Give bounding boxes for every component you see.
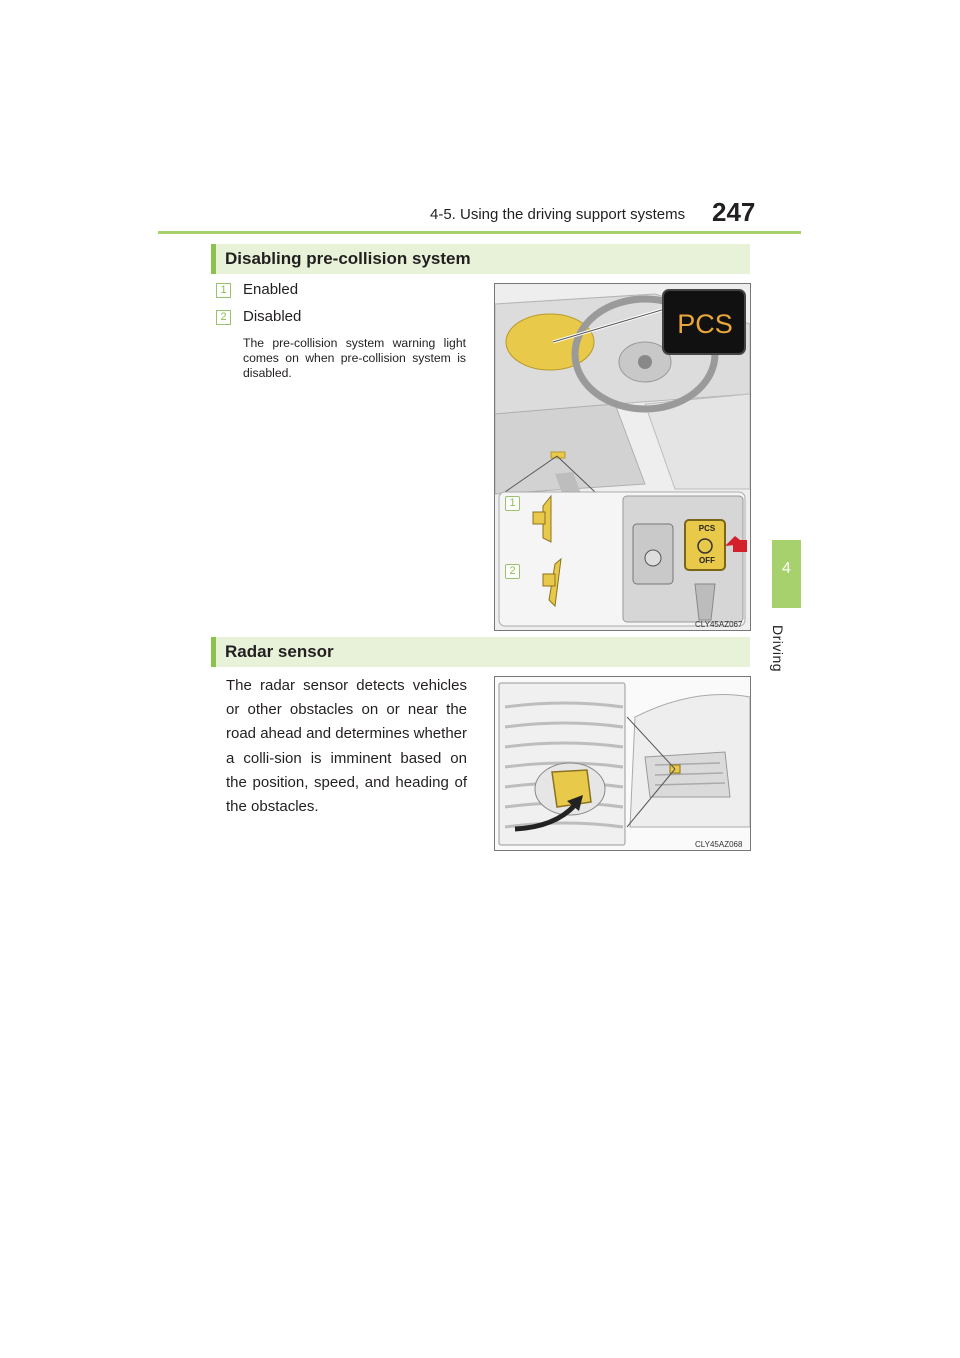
section-heading-text: Disabling pre-collision system <box>225 249 471 268</box>
warning-light-note: The pre-collision system warning light comes on when pre-collision system is disabled. <box>243 336 466 380</box>
section-heading-text: Radar sensor <box>225 642 334 661</box>
section-heading-disabling <box>211 244 750 274</box>
section-heading-radar <box>211 637 750 667</box>
front-grille-illustration <box>495 677 750 850</box>
page-number: 247 <box>712 197 756 227</box>
switch-label-off: OFF <box>699 556 715 565</box>
switch-label-pcs: PCS <box>698 524 716 533</box>
pcs-indicator-text: PCS <box>677 309 733 339</box>
radar-description: The radar sensor detects vehicles or other obstacles on or near the road ahead and determines whether a colli-sion is imminent based on the position, speed, and heading of the obstacles. <box>226 677 467 816</box>
chapter-title: Driving <box>770 625 786 673</box>
figure-marker-2: 2 <box>505 564 520 579</box>
header-rule <box>158 231 801 234</box>
item-marker-1: 1 <box>216 283 231 298</box>
pcs-switch-figure <box>494 283 751 631</box>
item-label-disabled: Disabled <box>243 308 302 325</box>
radar-sensor-figure <box>494 676 751 851</box>
figure-marker-1: 1 <box>505 496 520 511</box>
figure-code: CLY45AZ068 <box>695 840 743 849</box>
chapter-number: 4 <box>782 560 791 577</box>
running-header: 4-5. Using the driving support systems <box>430 206 686 223</box>
figure-code: CLY45AZ067 <box>695 620 743 629</box>
item-marker-2: 2 <box>216 310 231 325</box>
item-label-enabled: Enabled <box>243 281 299 298</box>
